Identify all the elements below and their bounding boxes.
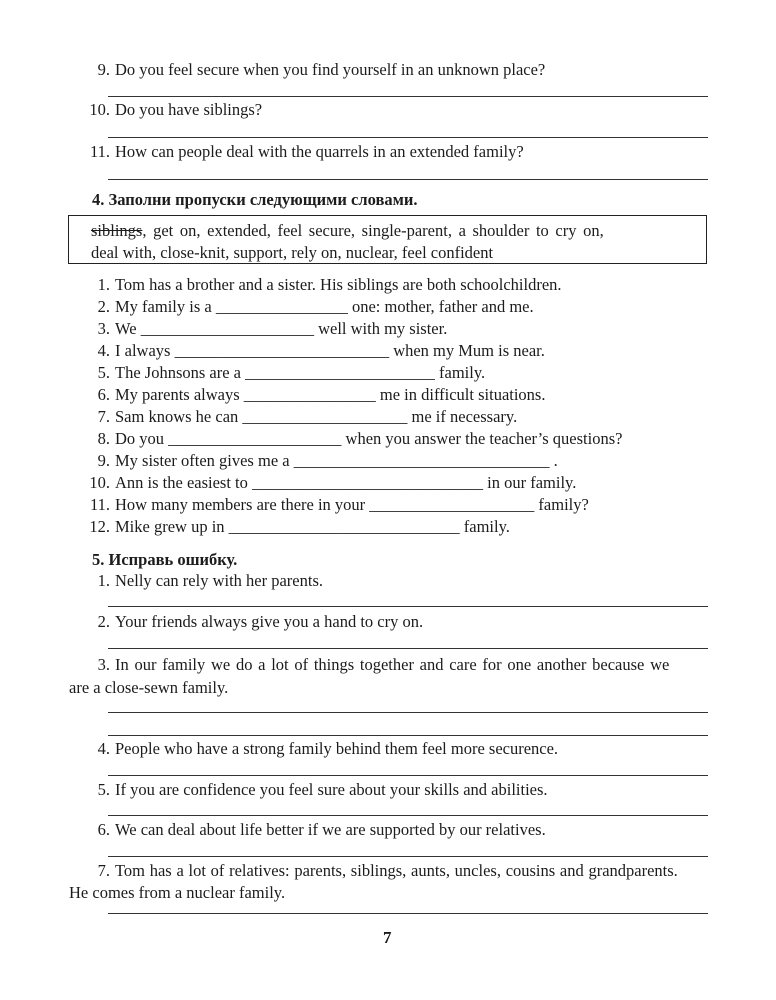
item-text: Ann is the easiest to ____________________________ in our family. xyxy=(115,473,577,492)
answer-line[interactable] xyxy=(108,913,708,914)
question-number: 9. xyxy=(97,60,110,79)
ex5-question-6 xyxy=(84,820,546,840)
answer-line[interactable] xyxy=(108,815,708,816)
ex3-question-10 xyxy=(84,100,262,120)
answer-line[interactable] xyxy=(108,137,708,138)
item-number: 6. xyxy=(97,385,110,404)
ex5-question-3-line-2: are a close-sewn family. xyxy=(69,678,229,697)
item-text: My parents always ________________ me in difficult situations. xyxy=(115,385,546,404)
item-text: Mike grew up in ____________________________ family. xyxy=(115,517,510,536)
ex3-question-11 xyxy=(84,142,524,162)
ex5-question-7-line-1 xyxy=(84,861,678,881)
answer-line[interactable] xyxy=(108,648,708,649)
item-number: 2. xyxy=(97,297,110,316)
question-number: 5. xyxy=(97,780,110,799)
item-text: How many members are there in your ____________________ family? xyxy=(115,495,589,514)
item-number: 5. xyxy=(97,363,110,382)
ex4-item-12[interactable] xyxy=(84,517,510,537)
answer-line[interactable] xyxy=(108,856,708,857)
question-text: Do you have siblings? xyxy=(115,100,263,119)
word-bank-line-2: deal with, close-knit, support, rely on, nuclear, feel confident xyxy=(91,243,494,262)
answer-line[interactable] xyxy=(108,96,708,97)
item-text: We _____________________ well with my sister. xyxy=(115,319,448,338)
ex4-item-10[interactable] xyxy=(84,473,576,493)
ex4-item-8[interactable] xyxy=(84,429,622,449)
ex5-heading: 5. Исправь ошибку. xyxy=(92,550,238,569)
item-number: 1. xyxy=(97,275,110,294)
word-bank-rest: , get on, extended, feel secure, single-parent, a shoulder to cry on, xyxy=(142,221,604,240)
question-text: We can deal about life better if we are supported by our relatives. xyxy=(115,820,546,839)
ex4-item-3[interactable] xyxy=(84,319,447,339)
ex3-question-9 xyxy=(84,60,545,80)
answer-line[interactable] xyxy=(108,735,708,736)
question-text: If you are confidence you feel sure about your skills and abilities. xyxy=(115,780,548,799)
item-text: Do you _____________________ when you answer the teacher’s questions? xyxy=(115,429,623,448)
answer-line[interactable] xyxy=(108,179,708,180)
struck-word: siblings xyxy=(91,221,143,240)
question-number: 3. xyxy=(97,655,110,674)
question-text: Do you feel secure when you find yourself in an unknown place? xyxy=(115,60,546,79)
item-number: 7. xyxy=(97,407,110,426)
word-bank-line-1 xyxy=(91,221,604,241)
item-text: Tom has a brother and a sister. His siblings are both schoolchildren. xyxy=(115,275,562,294)
ex4-item-9[interactable] xyxy=(84,451,558,471)
question-text: Tom has a lot of relatives: parents, siblings, aunts, uncles, cousins and grandparents. xyxy=(115,861,678,880)
question-number: 10. xyxy=(89,100,110,119)
ex4-item-1 xyxy=(84,275,562,295)
item-number: 10. xyxy=(89,473,110,492)
ex4-item-4[interactable] xyxy=(84,341,545,361)
ex4-heading: 4. Заполни пропуски следующими словами. xyxy=(92,190,418,209)
question-number: 7. xyxy=(97,861,110,880)
word-bank-box xyxy=(68,215,707,264)
question-text: Nelly can rely with her parents. xyxy=(115,571,324,590)
ex5-question-3-line-1 xyxy=(84,655,669,675)
item-number: 4. xyxy=(97,341,110,360)
ex4-item-5[interactable] xyxy=(84,363,485,383)
ex5-question-4 xyxy=(84,739,558,759)
question-number: 2. xyxy=(97,612,110,631)
ex4-item-2[interactable] xyxy=(84,297,534,317)
item-number: 9. xyxy=(97,451,110,470)
item-text: The Johnsons are a _______________________ family. xyxy=(115,363,486,382)
item-number: 11. xyxy=(89,495,110,514)
question-number: 6. xyxy=(97,820,110,839)
ex5-question-7-line-2: He comes from a nuclear family. xyxy=(69,883,286,902)
item-number: 3. xyxy=(97,319,110,338)
answer-line[interactable] xyxy=(108,775,708,776)
ex5-question-5 xyxy=(84,780,548,800)
question-number: 4. xyxy=(97,739,110,758)
answer-line[interactable] xyxy=(108,712,708,713)
item-text: My sister often gives me a _______________________________ . xyxy=(115,451,558,470)
ex4-item-7[interactable] xyxy=(84,407,517,427)
item-number: 8. xyxy=(97,429,110,448)
item-number: 12. xyxy=(89,517,110,536)
item-text: I always __________________________ when my Mum is near. xyxy=(115,341,545,360)
ex5-question-1 xyxy=(84,571,323,591)
question-number: 11. xyxy=(89,142,110,161)
question-number: 1. xyxy=(97,571,110,590)
question-text: In our family we do a lot of things together and care for one another because we xyxy=(115,655,670,674)
item-text: My family is a ________________ one: mother, father and me. xyxy=(115,297,534,316)
question-text: People who have a strong family behind them feel more securence. xyxy=(115,739,559,758)
ex4-item-11[interactable] xyxy=(84,495,589,515)
page-number: 7 xyxy=(383,928,392,947)
question-text: How can people deal with the quarrels in an extended family? xyxy=(115,142,524,161)
question-text: Your friends always give you a hand to cry on. xyxy=(115,612,424,631)
ex5-question-2 xyxy=(84,612,423,632)
item-text: Sam knows he can ____________________ me if necessary. xyxy=(115,407,518,426)
ex4-item-6[interactable] xyxy=(84,385,545,405)
answer-line[interactable] xyxy=(108,606,708,607)
